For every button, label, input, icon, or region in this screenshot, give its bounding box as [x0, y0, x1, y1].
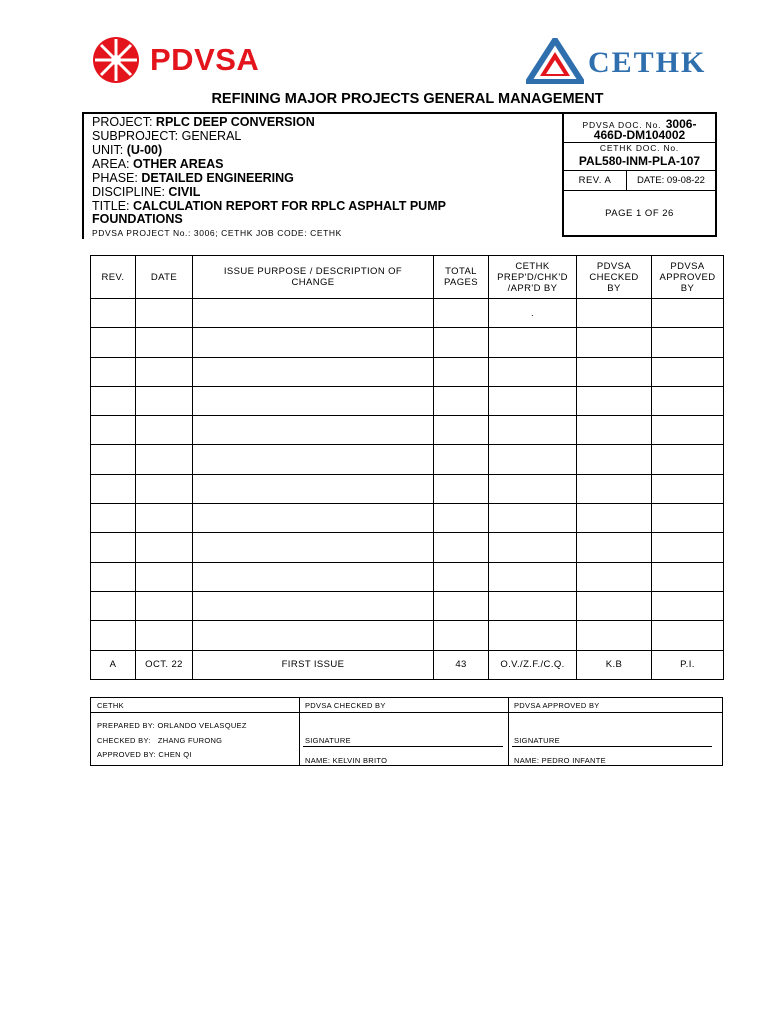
cell-total-pages	[434, 445, 489, 474]
cell-date	[136, 445, 193, 474]
cell-cethk	[489, 621, 577, 650]
cell-pdvsa-checked	[577, 386, 652, 415]
cell-total-pages	[434, 621, 489, 650]
cell-description	[193, 328, 434, 357]
cell-pdvsa-checked	[577, 621, 652, 650]
pdvsa-doc-number: PDVSA DOC. No. 3006-	[582, 117, 697, 131]
table-row	[91, 357, 724, 386]
col-header-pdvsa-checked: PDVSA CHECKED BY	[577, 256, 652, 299]
prepared-by: PREPARED BY: ORLANDO VELASQUEZ	[97, 721, 247, 730]
revision-table	[90, 255, 724, 680]
cell-pdvsa-approved	[652, 357, 724, 386]
cell-rev	[91, 474, 136, 503]
cell-rev	[91, 416, 136, 445]
cell-cethk	[489, 474, 577, 503]
cell-cethk	[489, 416, 577, 445]
divider	[299, 698, 300, 765]
cell-description	[193, 621, 434, 650]
cell-cethk	[489, 504, 577, 533]
col-header-date: DATE	[136, 256, 193, 299]
signature-label-approved: SIGNATURE	[514, 736, 560, 745]
cell-pdvsa-approved	[652, 299, 724, 328]
cell-description	[193, 386, 434, 415]
cell-date	[136, 504, 193, 533]
cell-rev	[91, 621, 136, 650]
unit-line: UNIT: (U-00)	[92, 143, 163, 157]
cell-date	[136, 533, 193, 562]
approved-by: APPROVED BY: CHEN QI	[97, 750, 192, 759]
name-approved: NAME: PEDRO INFANTE	[514, 756, 606, 765]
signoff-pdvsa-approved-header: PDVSA APPROVED BY	[514, 701, 600, 710]
project-info-block	[82, 112, 565, 239]
cell-total-pages: 43	[434, 650, 489, 679]
pdvsa-logo	[86, 36, 146, 84]
cell-pdvsa-approved	[652, 504, 724, 533]
cell-date	[136, 591, 193, 620]
cell-date: OCT. 22	[136, 650, 193, 679]
table-row	[91, 504, 724, 533]
table-row	[91, 650, 724, 679]
cell-total-pages	[434, 504, 489, 533]
subproject-line: SUBPROJECT: GENERAL	[92, 129, 242, 143]
divider	[564, 190, 715, 191]
cell-rev	[91, 386, 136, 415]
cell-rev	[91, 591, 136, 620]
cell-cethk	[489, 533, 577, 562]
col-header-cethk: CETHK PREP'D/CHK'D /APR'D BY	[489, 256, 577, 299]
table-row	[91, 299, 724, 328]
table-row	[91, 416, 724, 445]
cell-description	[193, 357, 434, 386]
cell-pdvsa-checked	[577, 533, 652, 562]
pdvsa-doc-value: 466D-DM104002	[593, 128, 686, 142]
cell-pdvsa-approved	[652, 445, 724, 474]
cell-pdvsa-approved: P.I.	[652, 650, 724, 679]
table-row	[91, 386, 724, 415]
col-header-rev: REV.	[91, 256, 136, 299]
col-header-total-pages: TOTAL PAGES	[434, 256, 489, 299]
col-header-description: ISSUE PURPOSE / DESCRIPTION OF CHANGE	[193, 256, 434, 299]
project-value: RPLC DEEP CONVERSION	[155, 115, 315, 129]
cell-date	[136, 386, 193, 415]
cell-date	[136, 474, 193, 503]
cell-cethk: O.V./Z.F./C.Q.	[489, 650, 577, 679]
phase-line: PHASE: DETAILED ENGINEERING	[92, 171, 294, 185]
cell-description	[193, 299, 434, 328]
cell-rev	[91, 299, 136, 328]
cell-total-pages	[434, 591, 489, 620]
cell-pdvsa-checked	[577, 357, 652, 386]
project-line: PROJECT: RPLC DEEP CONVERSION	[92, 115, 315, 129]
table-row	[91, 445, 724, 474]
subproject-value: GENERAL	[181, 129, 242, 143]
cell-total-pages	[434, 474, 489, 503]
cell-rev	[91, 562, 136, 591]
title-value-line1: CALCULATION REPORT FOR RPLC ASPHALT PUMP	[133, 199, 446, 213]
cell-pdvsa-approved	[652, 591, 724, 620]
phase-value: DETAILED ENGINEERING	[141, 171, 294, 185]
cell-pdvsa-checked	[577, 504, 652, 533]
title-line: TITLE: CALCULATION REPORT FOR RPLC ASPHALT PUMP	[92, 199, 446, 213]
table-row	[91, 591, 724, 620]
revision-table-header	[91, 256, 724, 299]
signature-line-approved	[512, 746, 712, 747]
cell-total-pages	[434, 299, 489, 328]
title-line-2	[92, 212, 183, 226]
cell-pdvsa-checked	[577, 445, 652, 474]
revision-label: REV. A	[578, 175, 612, 186]
signature-label-checked: SIGNATURE	[305, 736, 351, 745]
cell-cethk	[489, 328, 577, 357]
cell-pdvsa-approved	[652, 474, 724, 503]
cell-pdvsa-approved	[652, 416, 724, 445]
document-title: REFINING MAJOR PROJECTS GENERAL MANAGEMENT	[211, 91, 604, 107]
cell-rev: A	[91, 650, 136, 679]
cell-description	[193, 445, 434, 474]
cell-rev	[91, 357, 136, 386]
cethk-doc-value: PAL580-INM-PLA-107	[578, 154, 701, 168]
cell-description	[193, 591, 434, 620]
signoff-cethk-header: CETHK	[97, 701, 124, 710]
cell-description	[193, 562, 434, 591]
cell-cethk	[489, 591, 577, 620]
issue-date: DATE: 09-08-22	[637, 175, 705, 186]
cell-total-pages	[434, 533, 489, 562]
area-value: OTHER AREAS	[133, 157, 224, 171]
cell-description	[193, 504, 434, 533]
cell-pdvsa-checked	[577, 416, 652, 445]
signoff-block	[90, 697, 723, 766]
cell-pdvsa-checked	[577, 299, 652, 328]
cell-description: FIRST ISSUE	[193, 650, 434, 679]
cell-date	[136, 299, 193, 328]
cell-date	[136, 328, 193, 357]
cell-cethk	[489, 445, 577, 474]
cell-date	[136, 621, 193, 650]
cell-total-pages	[434, 386, 489, 415]
cell-rev	[91, 445, 136, 474]
table-row	[91, 562, 724, 591]
table-row	[91, 621, 724, 650]
cell-cethk	[489, 386, 577, 415]
document-number-box	[562, 112, 717, 237]
cell-date	[136, 416, 193, 445]
cell-rev	[91, 533, 136, 562]
cell-pdvsa-approved	[652, 621, 724, 650]
cell-pdvsa-checked: K.B	[577, 650, 652, 679]
cell-pdvsa-checked	[577, 591, 652, 620]
cell-description	[193, 474, 434, 503]
unit-value: (U-00)	[126, 143, 163, 157]
pdvsa-emblem-icon	[86, 36, 146, 84]
cell-total-pages	[434, 357, 489, 386]
cethk-triangle-icon	[526, 38, 584, 84]
discipline-line: DISCIPLINE: CIVIL	[92, 185, 201, 199]
cell-cethk	[489, 562, 577, 591]
signoff-pdvsa-checked-header: PDVSA CHECKED BY	[305, 701, 386, 710]
cell-pdvsa-checked	[577, 474, 652, 503]
signature-line-checked	[303, 746, 503, 747]
cell-rev	[91, 504, 136, 533]
cell-description	[193, 533, 434, 562]
cell-pdvsa-approved	[652, 562, 724, 591]
divider	[91, 712, 722, 713]
project-codes: PDVSA PROJECT No.: 3006; CETHK JOB CODE: CETHK	[92, 228, 342, 238]
cell-pdvsa-approved	[652, 328, 724, 357]
cell-description	[193, 416, 434, 445]
cell-total-pages	[434, 328, 489, 357]
cell-cethk: .	[489, 299, 577, 328]
title-value-line2: FOUNDATIONS	[92, 212, 183, 226]
cethk-doc-label: CETHK DOC. No.	[599, 143, 680, 153]
name-checked: NAME: KELVIN BRITO	[305, 756, 388, 765]
cell-date	[136, 357, 193, 386]
cethk-logo	[526, 38, 584, 84]
checked-by: CHECKED BY: ZHANG FURONG	[97, 736, 223, 745]
divider	[508, 698, 509, 765]
cell-total-pages	[434, 416, 489, 445]
table-row	[91, 474, 724, 503]
pdvsa-logo-text: PDVSA	[150, 42, 260, 77]
table-row	[91, 328, 724, 357]
col-header-pdvsa-approved: PDVSA APPROVED BY	[652, 256, 724, 299]
cethk-logo-text: CETHK	[588, 46, 707, 79]
cell-total-pages	[434, 562, 489, 591]
cell-pdvsa-approved	[652, 386, 724, 415]
cell-pdvsa-checked	[577, 328, 652, 357]
page-number: PAGE 1 OF 26	[605, 208, 674, 219]
discipline-value: CIVIL	[168, 185, 201, 199]
cell-date	[136, 562, 193, 591]
table-row	[91, 533, 724, 562]
cell-rev	[91, 328, 136, 357]
area-line: AREA: OTHER AREAS	[92, 157, 224, 171]
cell-pdvsa-checked	[577, 562, 652, 591]
cell-cethk	[489, 357, 577, 386]
cell-pdvsa-approved	[652, 533, 724, 562]
